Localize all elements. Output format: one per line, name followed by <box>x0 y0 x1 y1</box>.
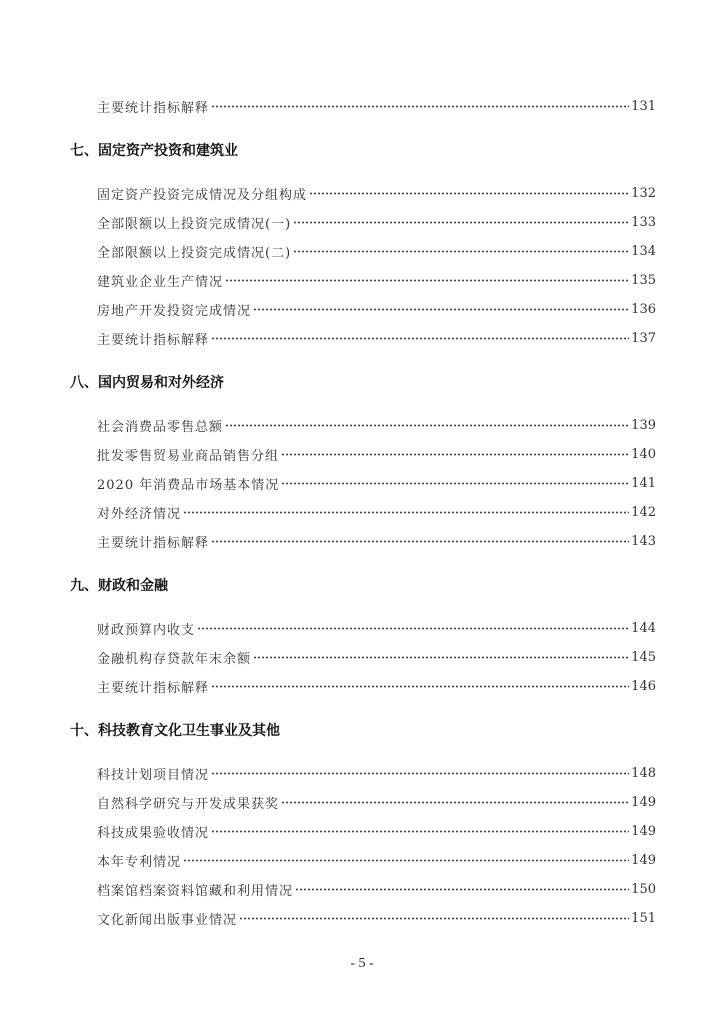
entry-title: 批发零售贸易业商品销售分组 <box>97 449 280 464</box>
section-heading: 八、国内贸易和对外经济 <box>70 375 224 391</box>
entry-page-number: 151 <box>631 911 656 926</box>
entry-title: 建筑业企业生产情况 <box>97 275 224 290</box>
entry-title: 固定资产投资完成情况及分组构成 <box>97 188 308 203</box>
entry-title: 本年专利情况 <box>97 855 182 870</box>
entry-page-number: 144 <box>631 621 656 636</box>
section-heading: 七、固定资产投资和建筑业 <box>70 143 238 159</box>
entry-title: 财政预算内收支 <box>97 623 196 638</box>
section-heading: 九、财政和金融 <box>70 578 168 594</box>
dot-leader <box>183 859 629 862</box>
toc-entry[interactable] <box>97 324 656 353</box>
entry-page-number: 137 <box>631 331 656 346</box>
entry-title: 全部限额以上投资完成情况(一) <box>97 217 292 232</box>
toc-entry[interactable] <box>97 469 656 498</box>
toc-entry[interactable] <box>97 498 656 527</box>
entry-title: 全部限额以上投资完成情况(二) <box>97 246 292 261</box>
toc-entry[interactable] <box>97 295 656 324</box>
entry-title: 主要统计指标解释 <box>97 536 210 551</box>
dot-leader <box>225 279 629 282</box>
dot-leader <box>253 656 629 659</box>
entry-page-number: 150 <box>631 882 656 897</box>
entry-page-number: 149 <box>631 824 656 839</box>
entry-title: 主要统计指标解释 <box>97 681 210 696</box>
dot-leader <box>225 424 629 427</box>
toc-entry[interactable] <box>97 817 656 846</box>
entry-page-number: 142 <box>631 505 656 520</box>
dot-leader <box>211 685 629 688</box>
entry-page-number: 141 <box>631 476 656 491</box>
dot-leader <box>211 337 629 340</box>
toc-entry[interactable] <box>97 179 656 208</box>
toc-entry[interactable] <box>97 643 656 672</box>
entry-page-number: 134 <box>631 244 656 259</box>
page-number: - 5 - <box>350 956 374 971</box>
dot-leader <box>281 453 629 456</box>
toc-entry[interactable] <box>97 788 656 817</box>
dot-leader <box>211 540 629 543</box>
toc-entry[interactable] <box>97 614 656 643</box>
table-of-contents <box>0 92 724 933</box>
toc-entry[interactable] <box>97 527 656 556</box>
entry-title: 社会消费品零售总额 <box>97 420 224 435</box>
entry-page-number: 145 <box>631 650 656 665</box>
toc-entry[interactable] <box>97 672 656 701</box>
entry-page-number: 140 <box>631 447 656 462</box>
dot-leader <box>211 830 629 833</box>
dot-leader <box>281 482 629 485</box>
toc-entry[interactable] <box>97 92 656 121</box>
dot-leader <box>239 917 629 920</box>
toc-entry[interactable] <box>97 411 656 440</box>
entry-title: 主要统计指标解释 <box>97 101 210 116</box>
entry-page-number: 146 <box>631 679 656 694</box>
dot-leader <box>295 888 629 891</box>
entry-page-number: 139 <box>631 418 656 433</box>
toc-entry[interactable] <box>97 904 656 933</box>
dot-leader <box>253 308 629 311</box>
dot-leader <box>293 221 629 224</box>
entry-title: 主要统计指标解释 <box>97 333 210 348</box>
entry-title: 对外经济情况 <box>97 507 182 522</box>
entry-title: 金融机构存贷款年末余额 <box>97 652 252 667</box>
toc-entry[interactable] <box>97 875 656 904</box>
entry-title: 科技计划项目情况 <box>97 768 210 783</box>
entry-page-number: 132 <box>631 186 656 201</box>
dot-leader <box>183 511 629 514</box>
entry-page-number: 135 <box>631 273 656 288</box>
entry-page-number: 131 <box>631 99 656 114</box>
entry-page-number: 149 <box>631 853 656 868</box>
entry-page-number: 148 <box>631 766 656 781</box>
dot-leader <box>197 627 629 630</box>
entry-page-number: 143 <box>631 534 656 549</box>
dot-leader <box>211 772 629 775</box>
entry-title: 档案馆档案资料馆藏和利用情况 <box>97 884 294 899</box>
toc-entry[interactable] <box>97 237 656 266</box>
dot-leader <box>281 801 629 804</box>
entry-title: 自然科学研究与开发成果获奖 <box>97 797 280 812</box>
toc-entry[interactable] <box>97 846 656 875</box>
dot-leader <box>309 192 629 195</box>
entry-title: 房地产开发投资完成情况 <box>97 304 252 319</box>
dot-leader <box>293 250 629 253</box>
toc-entry[interactable] <box>97 208 656 237</box>
toc-entry[interactable] <box>97 440 656 469</box>
entry-page-number: 149 <box>631 795 656 810</box>
dot-leader <box>211 105 629 108</box>
entry-page-number: 133 <box>631 215 656 230</box>
toc-entry[interactable] <box>97 266 656 295</box>
entry-title: 科技成果验收情况 <box>97 826 210 841</box>
entry-title: 文化新闻出版事业情况 <box>97 913 238 928</box>
entry-title: 2020 年消费品市场基本情况 <box>97 478 280 493</box>
section-heading: 十、科技教育文化卫生事业及其他 <box>70 723 280 739</box>
toc-entry[interactable] <box>97 759 656 788</box>
entry-page-number: 136 <box>631 302 656 317</box>
